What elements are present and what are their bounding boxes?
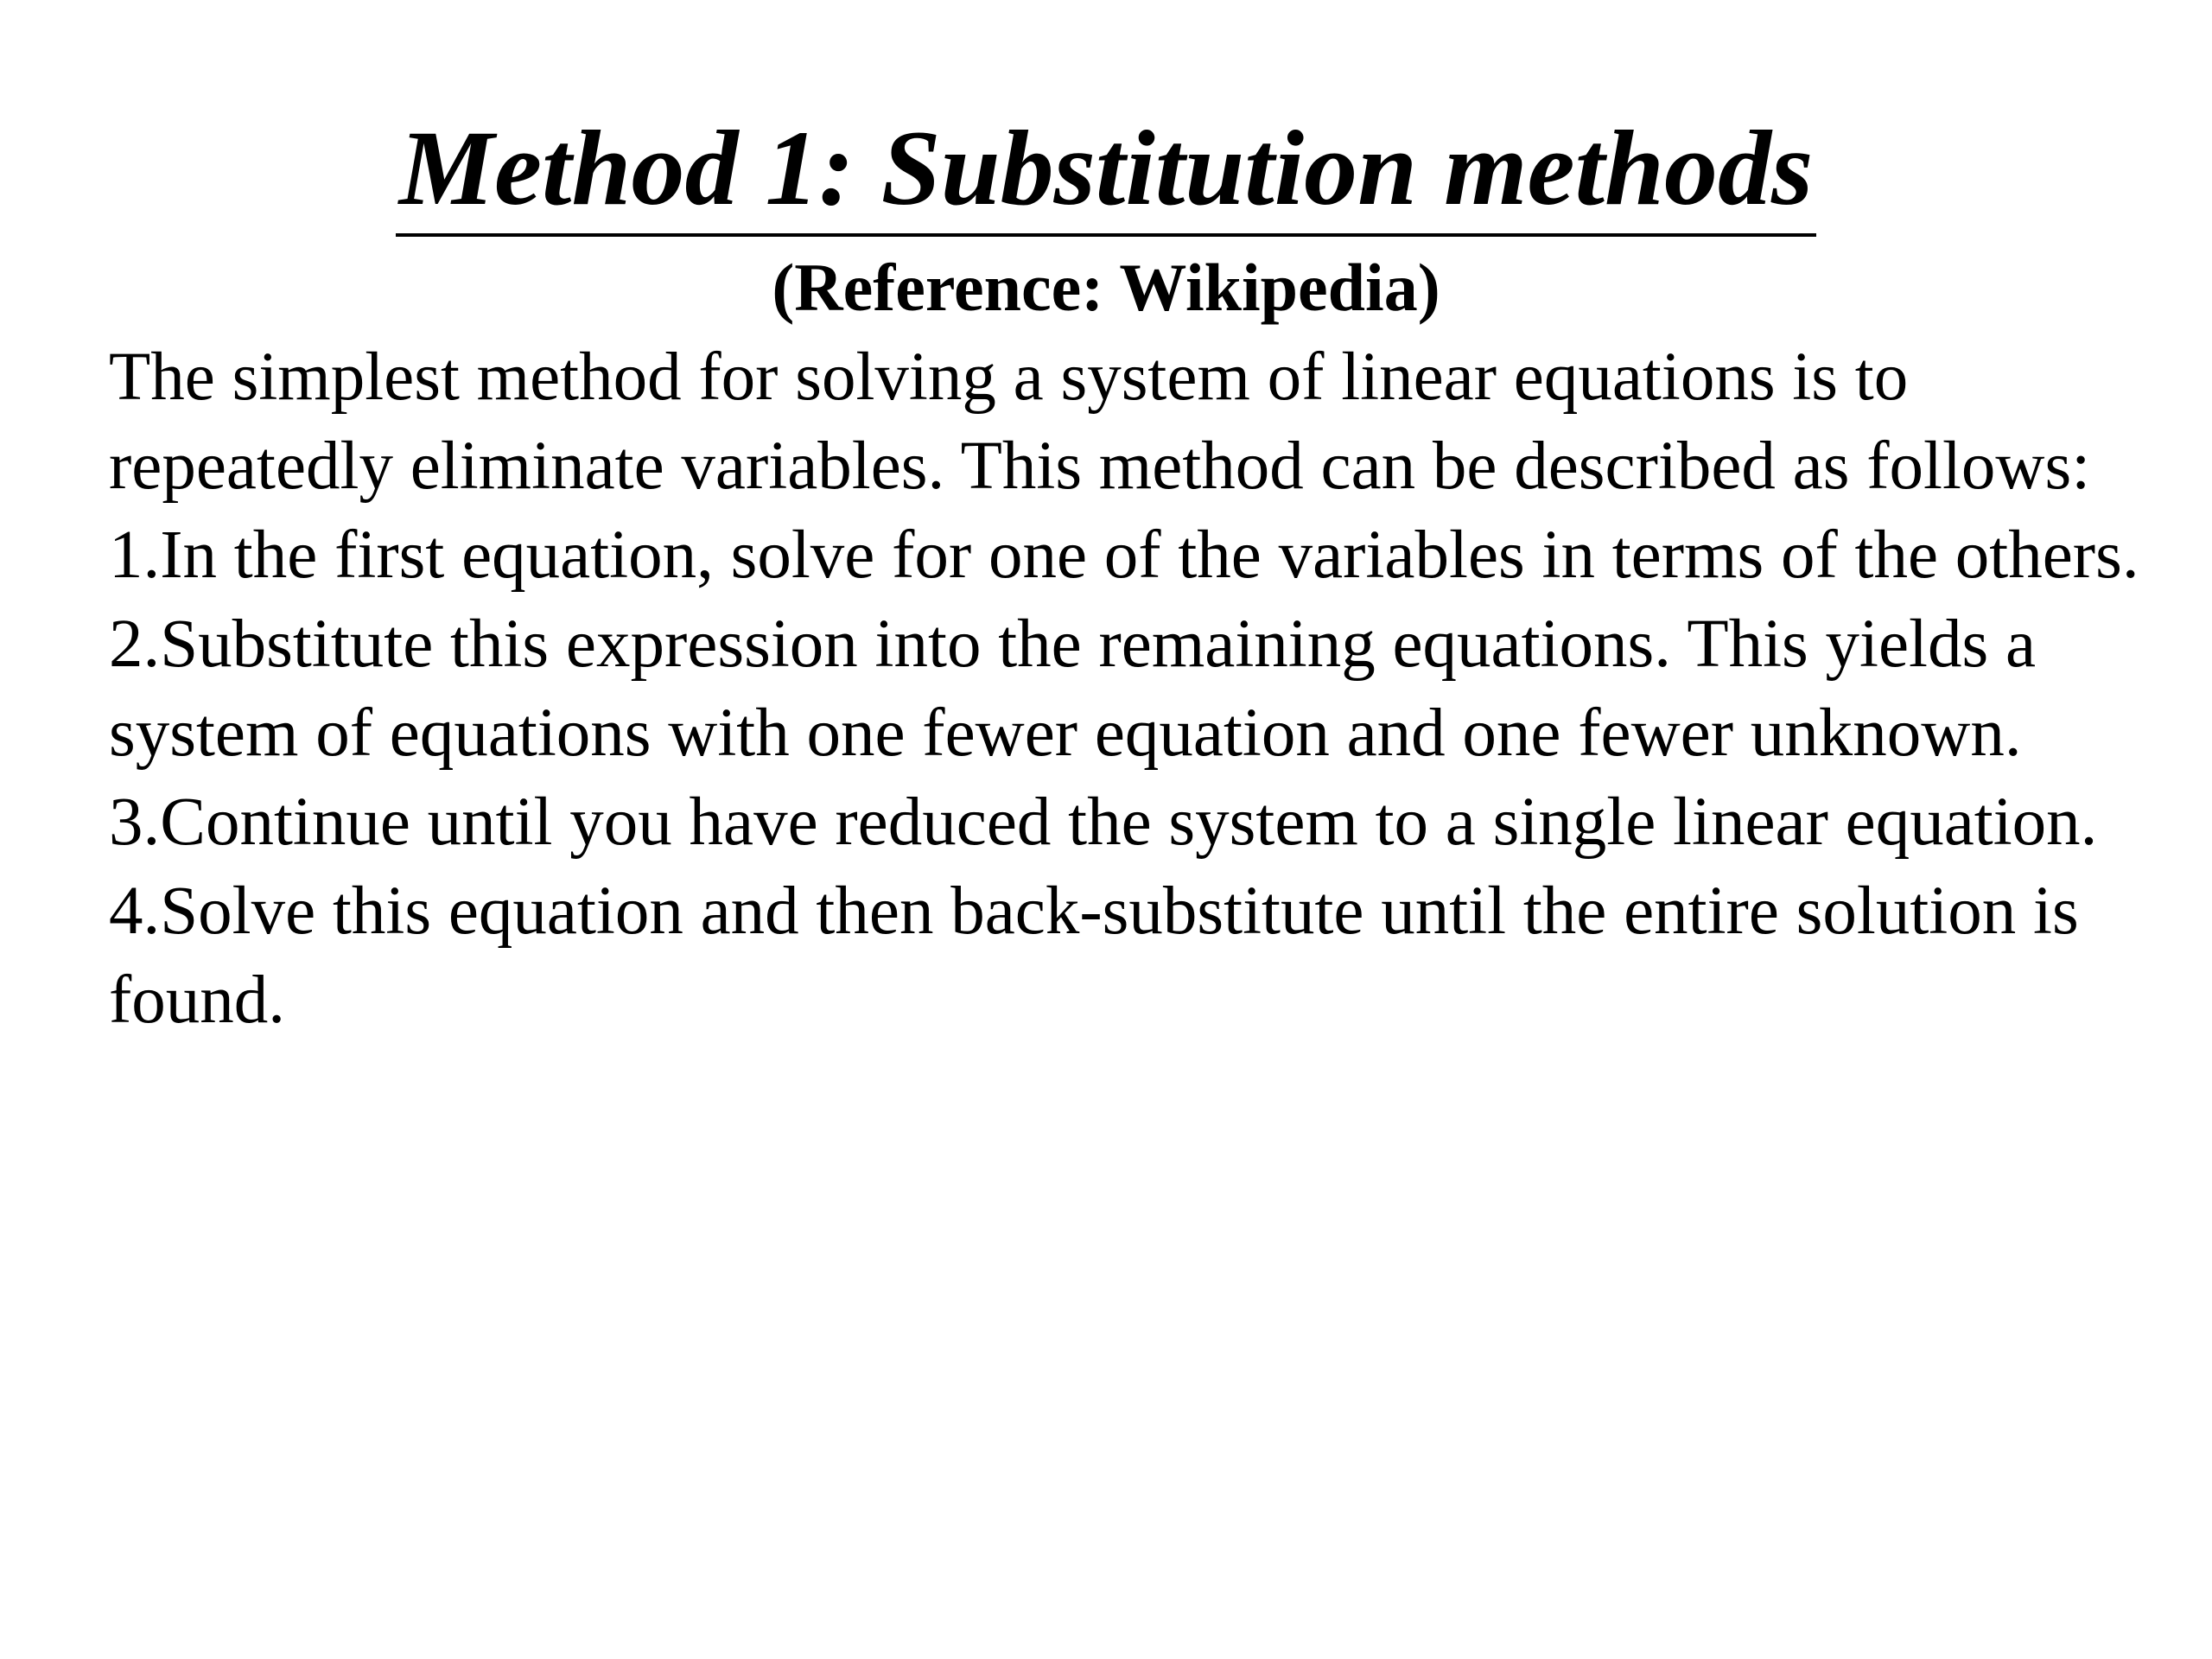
title-container	[0, 104, 2212, 237]
reference-note: (Reference: Wikipedia)	[772, 250, 1440, 325]
step-2: 2.Substitute this expression into the remaining equations. This yields a system of equations with one fewer equation and one fewer unknown.	[109, 607, 2037, 771]
step-3: 3.Continue until you have reduced the system to a single linear equation.	[109, 785, 2098, 860]
step-4: 4.Solve this equation and then back-substitute until the entire solution is found.	[109, 874, 2079, 1038]
step-1: 1.In the first equation, solve for one of the variables in terms of the others.	[109, 518, 2139, 593]
slide-body	[109, 333, 2200, 1045]
slide-title: Method 1: Substitution methods	[396, 104, 1817, 237]
intro-paragraph: The simplest method for solving a system of linear equations is to repeatedly eliminate variables. This method can be described as follows:	[109, 340, 2091, 504]
